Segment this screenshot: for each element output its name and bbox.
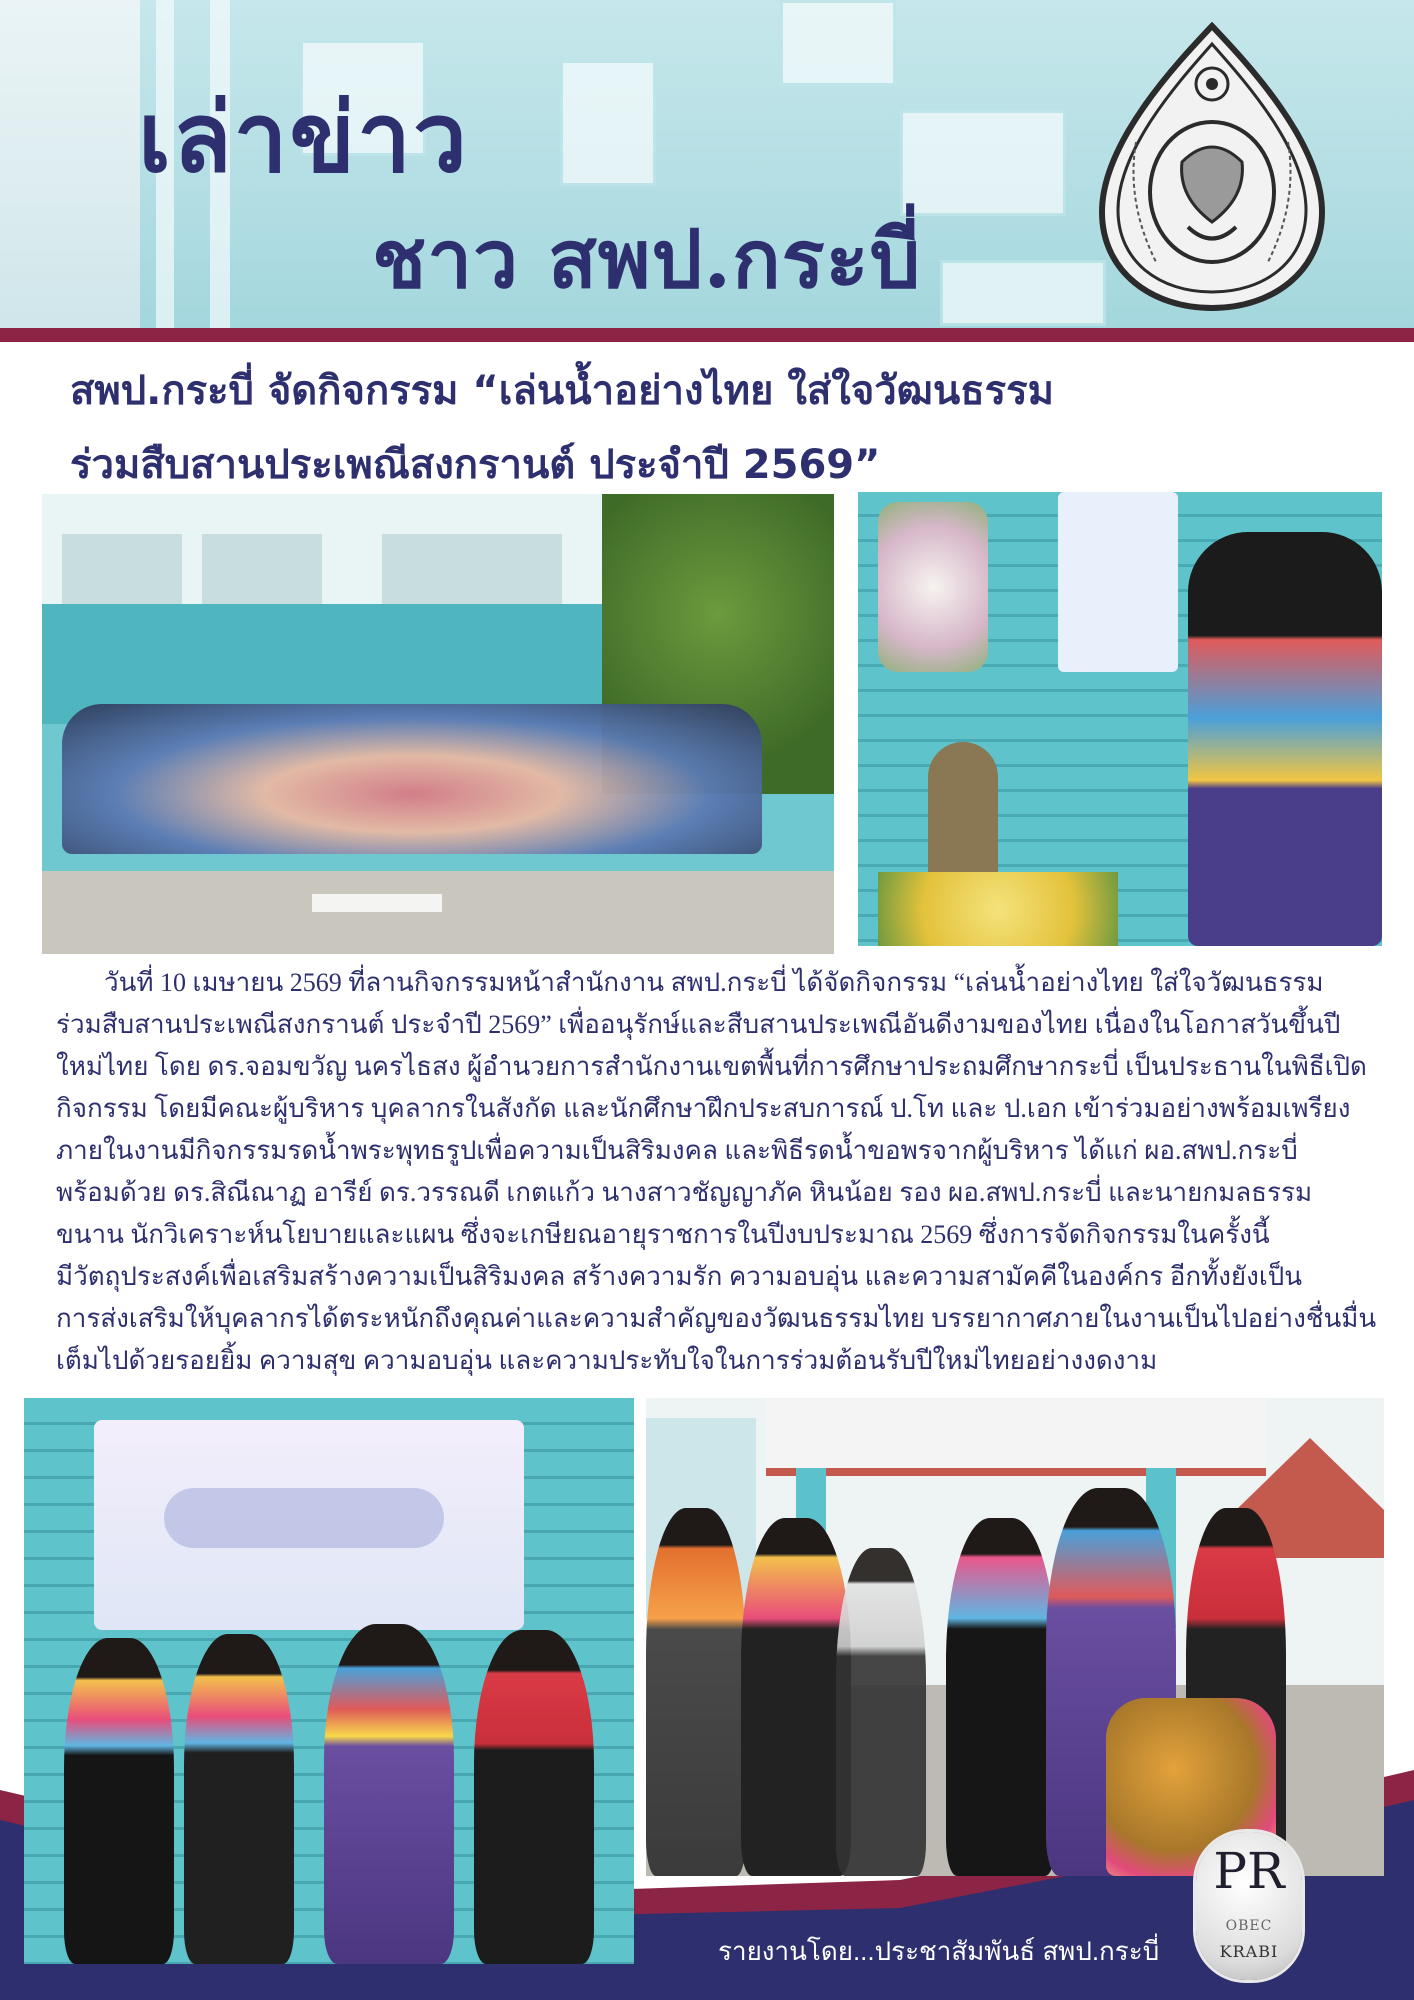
photo-crowd — [62, 704, 762, 854]
body-line: กิจกรรม โดยมีคณะผู้บริหาร บุคลากรในสังกัด และนักศึกษาฝึกประสบการณ์ ป.โท และ ป.เอก เข้าร่วมอย่างพร้อมเพรียง — [56, 1094, 1351, 1123]
header-window — [560, 60, 656, 186]
photo-staff-procession — [646, 1398, 1384, 1876]
photo-person — [64, 1638, 174, 1964]
headline-line2: ร่วมสืบสานประเพณีสงกรานต์ ประจำปี 2569” — [70, 442, 881, 488]
body-line: การส่งเสริมให้บุคลากรได้ตระหนักถึงคุณค่าและความสำคัญของวัฒนธรรมไทย บรรยากาศภายในงานเป็นไปอย่างชื่นมื่น — [56, 1304, 1377, 1333]
photo-poster — [1058, 492, 1178, 672]
header-window — [940, 260, 1106, 326]
photo-window — [382, 534, 562, 604]
photo-flower-bed — [878, 872, 1118, 946]
body-line: ร่วมสืบสานประเพณีสงกรานต์ ประจำปี 2569” เพื่ออนุรักษ์และสืบสานประเพณีอันดีงามของไทย เนื่องในโอกาสวันขึ้นปี — [56, 1010, 1341, 1039]
header-window — [780, 0, 896, 86]
photo-group — [42, 494, 834, 954]
photo-window — [202, 534, 322, 604]
pr-logo-krabi: KRABI — [1219, 1942, 1279, 1961]
header-title-line1: เล่าข่าว — [138, 81, 469, 194]
photo-buddha-statue — [928, 742, 998, 892]
body-line: พร้อมด้วย ดร.สิณีณาฏ อารีย์ ดร.วรรณดี เกตแก้ว นางสาวชัญญาภัค หินน้อย รอง ผอ.สพป.กระบี่ และนายกมลธรรม — [56, 1178, 1313, 1207]
obec-seal-icon — [1096, 22, 1328, 312]
photo-person — [474, 1630, 594, 1964]
report-credit: รายงานโดย...ประชาสัมพันธ์ สพป.กระบี่ — [718, 1936, 1160, 1966]
photo-ground — [42, 871, 834, 954]
header-title-line2: ชาว สพป.กระบี่ — [372, 212, 922, 306]
body-line: มีวัตถุประสงค์เพื่อเสริมสร้างความเป็นสิริมงคล สร้างความรัก ความอบอุ่น และความสามัคคีในองค์กร อีกทั้งยังเป็น — [56, 1262, 1303, 1291]
photo-person — [184, 1634, 294, 1964]
body-line: ภายในงานมีกิจกรรมรดน้ำพระพุทธรูปเพื่อความเป็นสิริมงคล และพิธีรดน้ำขอพรจากผู้บริหาร ได้แก่ ผอ.สพป.กระบี่ — [56, 1136, 1298, 1165]
photo-road-arrow — [312, 894, 442, 912]
photo-person — [646, 1508, 746, 1876]
body-line: ใหม่ไทย โดย ดร.จอมขวัญ นครไธสง ผู้อำนวยการสำนักงานเขตพื้นที่การศึกษาประถมศึกษากระบี่ เป็นประธานในพิธีเปิด — [56, 1052, 1367, 1081]
header-window — [900, 110, 1066, 216]
header-banner — [0, 0, 1414, 328]
header-divider-band — [0, 328, 1414, 342]
photo-window — [62, 534, 182, 604]
pr-logo-obec: OBEC — [1225, 1918, 1273, 1934]
photo-person — [741, 1518, 851, 1876]
photo-buddha-bathing — [858, 492, 1382, 946]
photo-executives — [24, 1398, 634, 1964]
body-line: วันที่ 10 เมษายน 2569 ที่ลานกิจกรรมหน้าสำนักงาน สพป.กระบี่ ได้จัดกิจกรรม “เล่นน้ำอย่างไทย ใส่ใจวัฒนธรรม — [104, 968, 1324, 997]
body-line: ขนาน นักวิเคราะห์นโยบายและแผน ซึ่งจะเกษียณอายุราชการในปีงบประมาณ 2569 ซึ่งการจัดกิจกรรมในครั้งนี้ — [56, 1220, 1270, 1249]
photo-roof — [766, 1398, 1266, 1476]
photo-banner-lettering — [164, 1488, 444, 1548]
photo-person — [946, 1518, 1056, 1876]
photo-person — [324, 1624, 454, 1964]
photo-woman-figure — [1188, 532, 1382, 946]
photo-person — [836, 1548, 926, 1876]
pr-logo-letters: PR — [1213, 1842, 1285, 1900]
photo-flowers — [878, 502, 988, 672]
headline-line1: สพป.กระบี่ จัดกิจกรรม “เล่นน้ำอย่างไทย ใส่ใจวัฒนธรรม — [70, 368, 1054, 414]
pr-obec-krabi-logo — [1196, 1832, 1302, 1980]
body-line: เต็มไปด้วยรอยยิ้ม ความสุข ความอบอุ่น และความประทับใจในการร่วมต้อนรับปีใหม่ไทยอย่างงดงาม — [56, 1346, 1158, 1375]
